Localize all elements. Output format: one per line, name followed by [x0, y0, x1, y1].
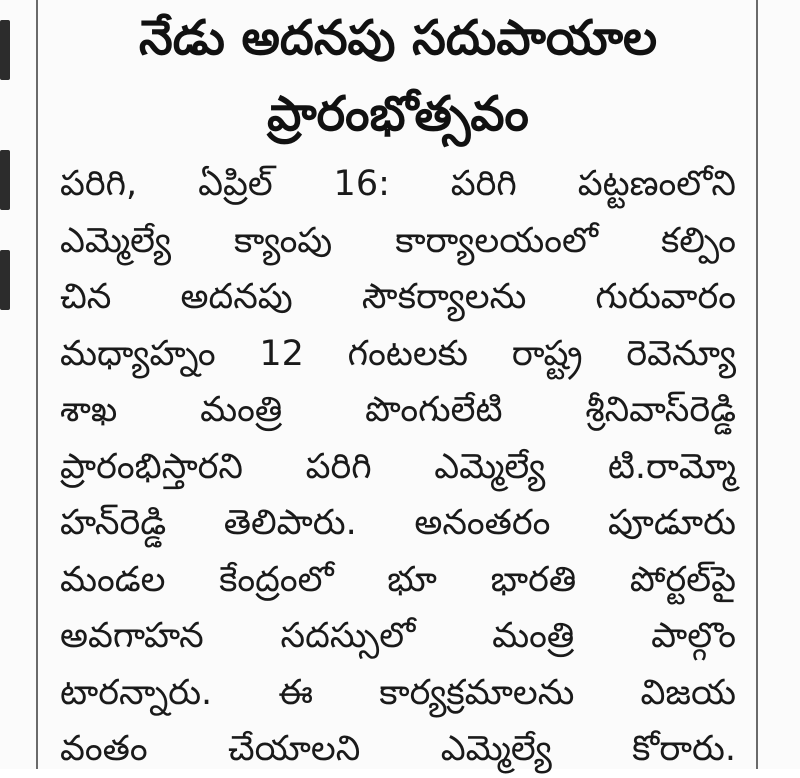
body-line: ప్రారంభిస్తారని పరిగి ఎమ్మెల్యే టి.రామ్మో — [60, 446, 736, 487]
column-rule-left — [36, 0, 38, 769]
body-line: శాఖ మంత్రి పొంగులేటి శ్రీనివాస్‌రెడ్డి — [60, 390, 736, 430]
body-line: చిన అదనపు సౌకర్యాలను గురువారం — [60, 277, 736, 317]
column-rule-right — [756, 0, 758, 769]
article-body — [60, 156, 736, 769]
ink-mark — [0, 250, 10, 310]
article-headline — [60, 0, 736, 152]
headline-line: ప్రారంభోత్సవం — [267, 86, 529, 142]
news-article — [60, 0, 736, 769]
body-line: మండల కేంద్రంలో భూ భారతి పోర్టల్‌పై — [60, 559, 736, 600]
ink-mark — [0, 20, 10, 80]
body-line: పరిగి, ఏప్రిల్ 16: పరిగి పట్టణంలోని — [60, 164, 736, 204]
body-line: అవగాహన సదస్సులో మంత్రి పాల్గొం — [60, 616, 736, 656]
adjacent-column-edge — [0, 0, 14, 769]
headline-line: నేడు అదనపు సదుపాయాల — [139, 10, 657, 66]
body-line-cut-off: వంతం చేయాలని ఎమ్మెల్యే కోరారు. — [60, 729, 736, 769]
body-line: హన్‌రెడ్డి తెలిపారు. అనంతరం పూడూరు — [60, 503, 736, 543]
body-line: ఎమ్మెల్యే క్యాంపు కార్యాలయంలో కల్పిం — [60, 220, 736, 261]
body-line: మధ్యాహ్నం 12 గంటలకు రాష్ట్ర రెవెన్యూ — [60, 333, 736, 374]
body-line: టారన్నారు. ఈ కార్యక్రమాలను విజయ — [60, 672, 736, 713]
ink-mark — [0, 150, 10, 210]
